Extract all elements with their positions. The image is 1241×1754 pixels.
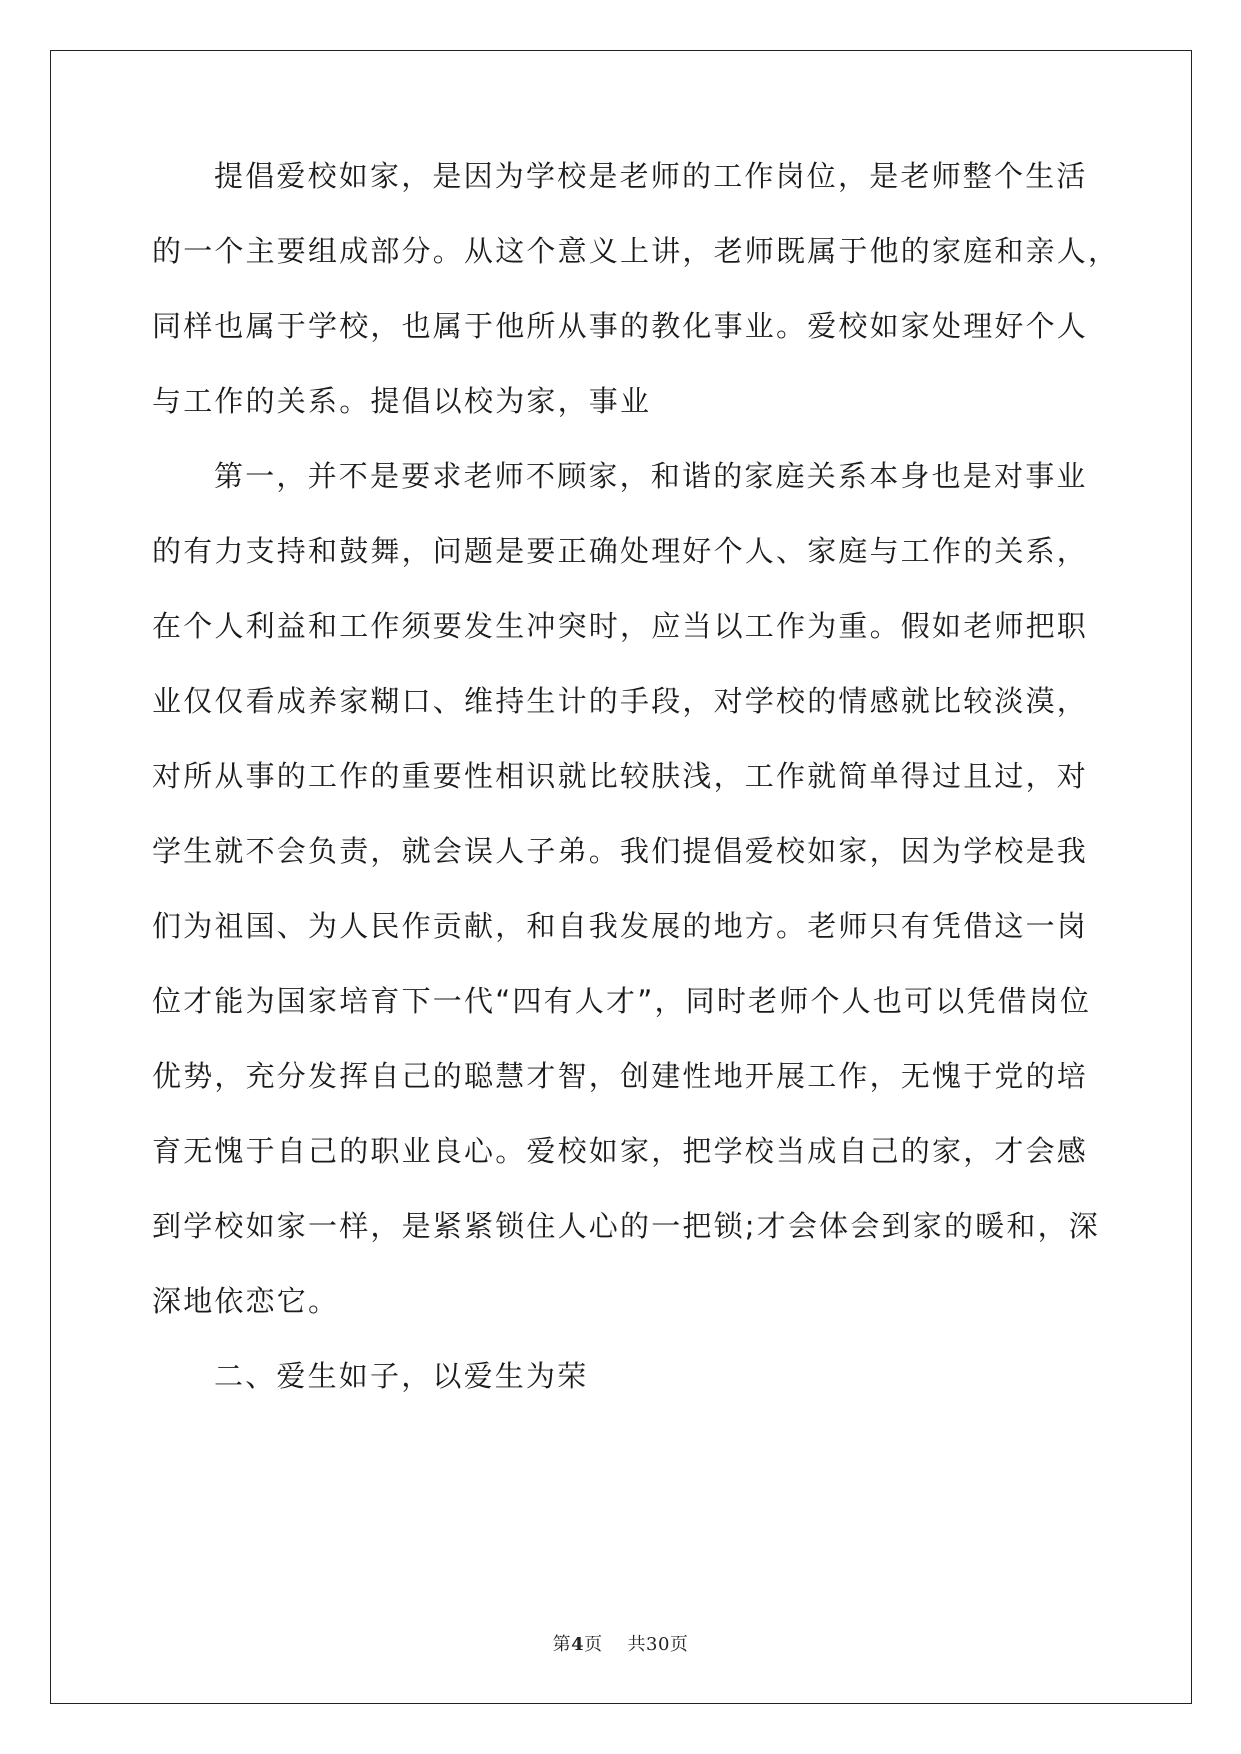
footer-total-prefix: 共: [627, 1634, 646, 1655]
text-line-8: 业仅仅看成养家糊口、维持生计的手段，对学校的情感就比较淡漠，: [152, 684, 1089, 718]
text-line-2: 的一个主要组成部分。从这个意义上讲，老师既属于他的家庭和亲人，: [152, 234, 1120, 268]
section-heading: 二、爱生如子，以爱生为荣: [214, 1359, 589, 1393]
text-line-5: 第一，并不是要求老师不顾家，和谐的家庭关系本身也是对事业: [214, 459, 1088, 493]
footer-prefix: 第: [552, 1634, 572, 1655]
text-line-6: 的有力支持和鼓舞，问题是要正确处理好个人、家庭与工作的关系，: [152, 534, 1089, 568]
text-line-10: 学生就不会负责，就会误人子弟。我们提倡爱校如家，因为学校是我: [152, 834, 1089, 868]
footer-page-number: 4: [571, 1634, 585, 1655]
text-line-3: 同样也属于学校，也属于他所从事的教化事业。爱校如家处理好个人: [152, 309, 1089, 343]
page-footer: [0, 1630, 1241, 1656]
text-line-13: 优势，充分发挥自己的聪慧才智，创建性地开展工作，无愧于党的培: [152, 1059, 1089, 1093]
footer-total-pages: 30: [646, 1634, 670, 1655]
text-line-12: 位才能为国家培育下一代“四有人才”，同时老师个人也可以凭借岗位: [152, 984, 1092, 1018]
text-line-4: 与工作的关系。提倡以校为家，事业: [152, 384, 652, 418]
text-line-9: 对所从事的工作的重要性相识就比较肤浅，工作就简单得过且过，对: [152, 759, 1089, 793]
footer-total-unit: 页: [669, 1634, 689, 1655]
text-line-7: 在个人利益和工作须要发生冲突时，应当以工作为重。假如老师把职: [152, 609, 1089, 643]
text-line-1: 提倡爱校如家，是因为学校是老师的工作岗位，是老师整个生活: [214, 159, 1088, 193]
text-line-16: 深地依恋它。: [152, 1284, 340, 1318]
text-line-11: 们为祖国、为人民作贡献，和自我发展的地方。老师只有凭借这一岗: [152, 909, 1089, 943]
text-line-14: 育无愧于自己的职业良心。爱校如家，把学校当成自己的家，才会感: [152, 1134, 1089, 1168]
text-line-15: 到学校如家一样，是紧紧锁住人心的一把锁;才会体会到家的暖和，深: [152, 1209, 1100, 1243]
footer-page-unit: 页: [584, 1634, 603, 1655]
page-border: [50, 50, 1192, 1704]
